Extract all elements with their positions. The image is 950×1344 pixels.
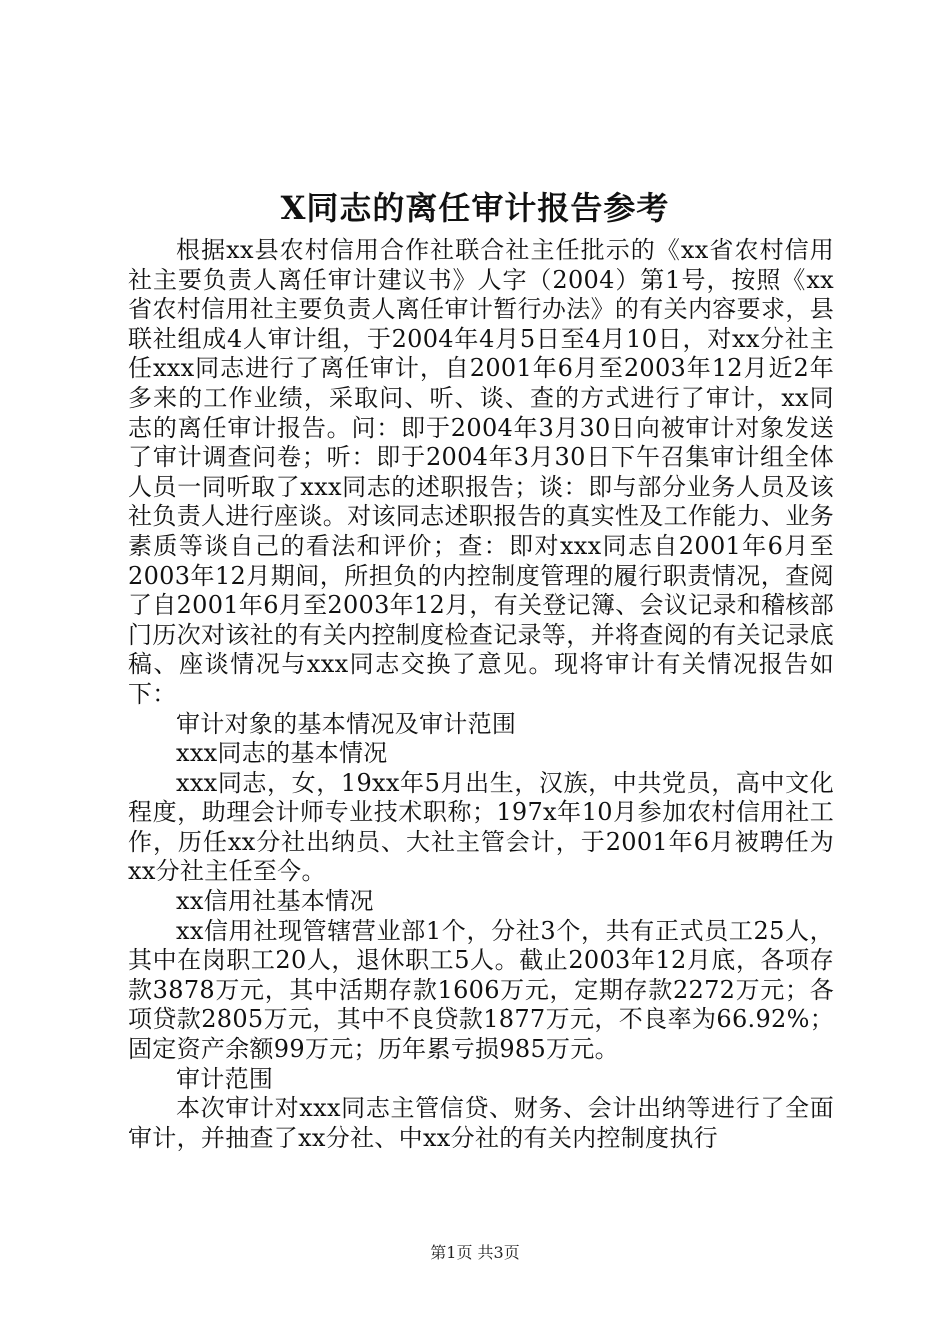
section-heading-audit-subject: 审计对象的基本情况及审计范围	[176, 709, 517, 738]
paragraph-person-info: xxx同志，女，19xx年5月出生，汉族，中共党员，高中文化程度，助理会计师专业技术职称；197x年10月参加农村信用社工作，历任xx分社出纳员、大社主管会计，于2001年6月被聘任为xx分社主任至今。	[128, 768, 834, 886]
document-body	[128, 236, 834, 1153]
subheading-credit-union-info: xx信用社基本情况	[176, 887, 374, 916]
subheading-audit-scope: 审计范围	[176, 1064, 274, 1093]
subheading-person-info: xxx同志的基本情况	[176, 739, 388, 768]
paragraph-intro: 根据xx县农村信用合作社联合社主任批示的《xx省农村信用社主要负责人离任审计建议书》人字（2004）第1号，按照《xx省农村信用社主要负责人离任审计暂行办法》的有关内容要求，县联社组成4人审计组，于2004年4月5日至4月10日，对xx分社主任xxx同志进行了离任审计，自2001年6月至2003年12月近2年多来的工作业绩，采取问、听、谈、查的方式进行了审计，xx同志的离任审计报告。问：即于2004年3月30日向被审计对象发送了审计调查问卷；听：即于2004年3月30日下午召集审计组全体人员一同听取了xxx同志的述职报告；谈：即与部分业务人员及该社负责人进行座谈。对该同志述职报告的真实性及工作能力、业务素质等谈自己的看法和评价；查：即对xxx同志自2001年6月至2003年12月期间，所担负的内控制度管理的履行职责情况，查阅了自2001年6月至2003年12月，有关登记簿、会议记录和稽核部门历次对该社的有关内控制度检查记录等，并将查阅的有关记录底稿、座谈情况与xxx同志交换了意见。现将审计有关情况报告如下：	[128, 236, 834, 708]
document-title: X同志的离任审计报告参考	[280, 189, 670, 227]
paragraph-audit-scope: 本次审计对xxx同志主管信贷、财务、会计出纳等进行了全面审计，并抽查了xx分社、中xx分社的有关内控制度执行	[128, 1094, 834, 1152]
page-footer: 第1页 共3页	[430, 1243, 520, 1262]
paragraph-credit-union-info: xx信用社现管辖营业部1个，分社3个，共有正式员工25人，其中在岗职工20人，退休职工5人。截止2003年12月底，各项存款3878万元，其中活期存款1606万元，定期存款2272万元；各项贷款2805万元，其中不良贷款1877万元，不良率为66.92%；固定资产余额99万元；历年累亏损985万元。	[128, 916, 834, 1064]
